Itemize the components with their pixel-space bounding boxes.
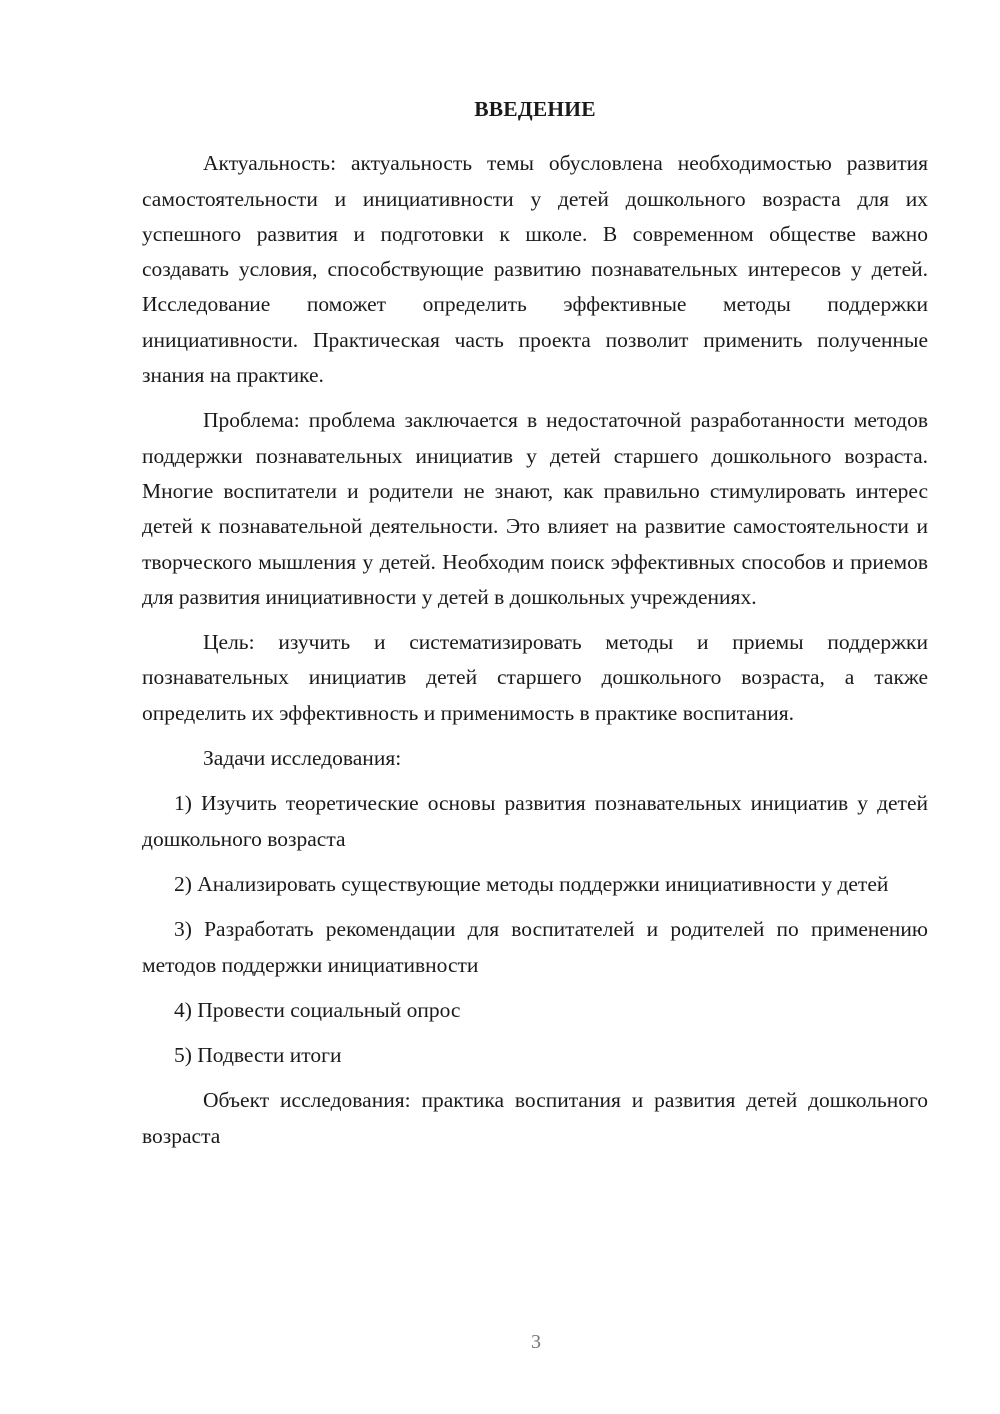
task-item-4: 4) Провести социальный опрос: [174, 997, 461, 1022]
task-item-3: 3) Разработать рекомендации для воспитателей и родителей по применению методов поддержки инициативности: [142, 917, 928, 977]
section-title: ВВЕДЕНИЕ: [474, 97, 596, 121]
document-page: [142, 92, 928, 1164]
task-item-2: 2) Анализировать существующие методы поддержки инициативности у детей: [174, 871, 889, 896]
paragraph-goal: Цель: изучить и систематизировать методы и приемы поддержки познавательных инициатив детей старшего дошкольного возраста, а также определить их эффективность и применимость в практике воспитания.: [142, 630, 928, 725]
task-item-1: 1) Изучить теоретические основы развития познавательных инициатив у детей дошкольного возраста: [142, 791, 928, 851]
paragraph-relevance: Актуальность: актуальность темы обусловлена необходимостью развития самостоятельности и инициативности у детей дошкольного возраста для их успешного развития и подготовки к школе. В современном обществе важно создавать условия, способствующие развитию познавательных интересов у детей. Исследование поможет определить эффективные методы поддержки инициативности. Практическая часть проекта позволит применить полученные знания на практике.: [142, 151, 928, 388]
task-item-5: 5) Подвести итоги: [174, 1043, 342, 1068]
paragraph-tasks-heading: Задачи исследования:: [203, 746, 402, 771]
paragraph-problem: Проблема: проблема заключается в недостаточной разработанности методов поддержки познавательных инициатив у детей старшего дошкольного возраста. Многие воспитатели и родители не знают, как правильно стимулировать интерес детей к познавательной деятельности. Это влияет на развитие самостоятельности и творческого мышления у детей. Необходим поиск эффективных способов и приемов для развития инициативности у детей в дошкольных учреждениях.: [142, 408, 928, 609]
paragraph-object: Объект исследования: практика воспитания и развития детей дошкольного возраста: [142, 1088, 928, 1148]
page-number: 3: [531, 1331, 541, 1353]
